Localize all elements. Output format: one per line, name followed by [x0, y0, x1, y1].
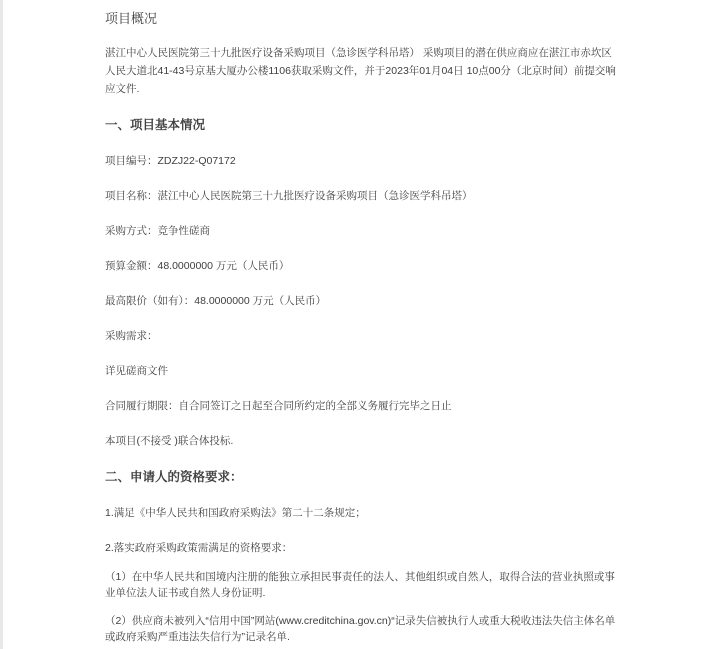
procurement-method: 采购方式：竞争性磋商 — [105, 225, 210, 237]
max-price-limit: 最高限价（如有）：48.0000000 万元（人民币） — [105, 295, 327, 307]
overview-intro-paragraph: 湛江中心人民医院第三十九批医疗设备采购项目（急诊医学科吊塔） 采购项目的潜在供应商应在湛江市赤坎区人民大道北41-43号京基大厦办公楼1106获取采购文件，并于2023年01月04日 10点00分（北京时间）前提交响应文件. — [105, 47, 616, 95]
announcement-content — [105, 0, 621, 649]
project-name: 项目名称：湛江中心人民医院第三十九批医疗设备采购项目（急诊医学科吊塔） — [105, 190, 473, 202]
budget-amount: 预算金额：48.0000000 万元（人民币） — [105, 260, 290, 272]
page-left-border — [0, 0, 3, 649]
contract-performance-period: 合同履行期限：自合同签订之日起至合同所约定的全部义务履行完毕之日止 — [105, 400, 452, 412]
qualification-rule-2-1: （1）在中华人民共和国境内注册的能独立承担民事责任的法人、其他组织或自然人，取得合法的营业执照或事业单位法人证书或自然人身份证明. — [105, 571, 615, 599]
section2-heading: 二、申请人的资格要求： — [105, 470, 243, 484]
overview-title: 项目概况 — [105, 11, 158, 26]
section1-heading: 一、项目基本情况 — [105, 118, 206, 132]
consortium-bidding-statement: 本项目(不接受 )联合体投标. — [105, 435, 234, 447]
procurement-requirements-label: 采购需求： — [105, 330, 158, 342]
qualification-rule-2: 2.落实政府采购政策需满足的资格要求： — [105, 542, 293, 554]
procurement-requirements-detail: 详见磋商文件 — [105, 365, 168, 377]
qualification-rule-1: 1.满足《中华人民共和国政府采购法》第二十二条规定； — [105, 507, 366, 519]
qualification-rule-2-2: （2）供应商未被列入“信用中国”网站(www.creditchina.gov.cn)“记录失信被执行人或重大税收违法失信主体名单或政府采购严重违法失信行为”记录名单. — [105, 615, 616, 643]
project-number: 项目编号：ZDZJ22-Q07172 — [105, 155, 236, 167]
